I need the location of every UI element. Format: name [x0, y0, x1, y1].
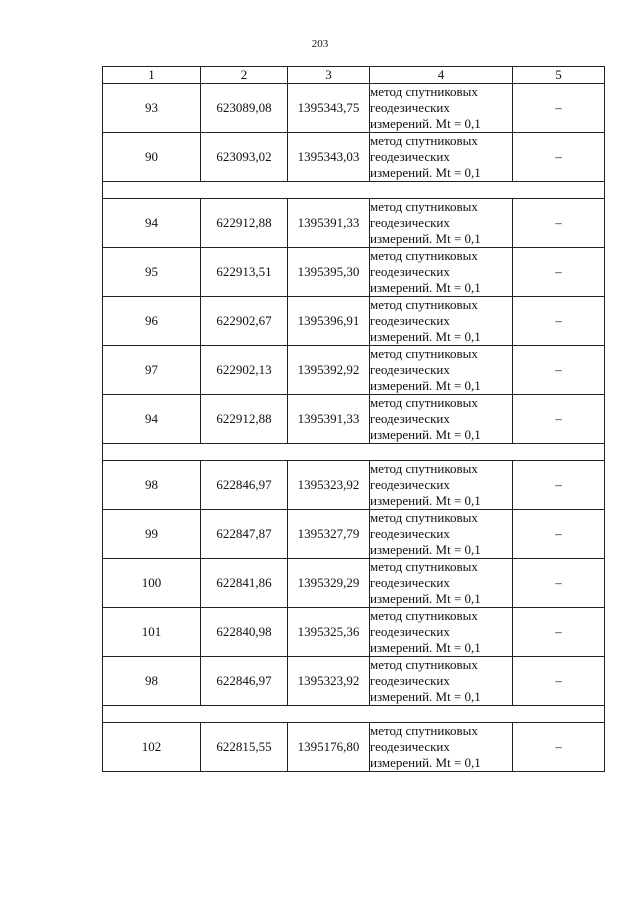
- method-cell: [370, 559, 513, 608]
- method-line: измерений. Mt = 0,1: [370, 116, 481, 131]
- table-row: [103, 657, 605, 706]
- method-line: метод спутниковых: [370, 133, 478, 148]
- header-col-2: 2: [201, 67, 288, 84]
- method-line: геодезических: [370, 215, 450, 230]
- coord-x-cell: 622913,51: [201, 248, 288, 297]
- coord-y-cell: 1395325,36: [288, 608, 370, 657]
- method-line: геодезических: [370, 264, 450, 279]
- method-line: геодезических: [370, 149, 450, 164]
- extra-cell: –: [513, 84, 605, 133]
- method-line: метод спутниковых: [370, 346, 478, 361]
- method-line: геодезических: [370, 313, 450, 328]
- method-line: метод спутниковых: [370, 657, 478, 672]
- method-line: геодезических: [370, 739, 450, 754]
- extra-cell: –: [513, 133, 605, 182]
- header-col-3: 3: [288, 67, 370, 84]
- table-body: [103, 84, 605, 772]
- point-number-cell: 94: [103, 395, 201, 444]
- method-cell: [370, 346, 513, 395]
- method-line: геодезических: [370, 624, 450, 639]
- coord-x-cell: 622847,87: [201, 510, 288, 559]
- coord-x-cell: 622841,86: [201, 559, 288, 608]
- method-line: измерений. Mt = 0,1: [370, 280, 481, 295]
- point-number-cell: 95: [103, 248, 201, 297]
- point-number-cell: 100: [103, 559, 201, 608]
- table-row: [103, 608, 605, 657]
- coord-x-cell: 622912,88: [201, 395, 288, 444]
- method-cell: [370, 510, 513, 559]
- method-line: измерений. Mt = 0,1: [370, 591, 481, 606]
- coord-y-cell: 1395323,92: [288, 657, 370, 706]
- method-line: измерений. Mt = 0,1: [370, 165, 481, 180]
- extra-cell: –: [513, 657, 605, 706]
- extra-cell: –: [513, 559, 605, 608]
- method-line: геодезических: [370, 526, 450, 541]
- coord-y-cell: 1395391,33: [288, 395, 370, 444]
- point-number-cell: 101: [103, 608, 201, 657]
- point-number-cell: 98: [103, 657, 201, 706]
- method-line: метод спутниковых: [370, 395, 478, 410]
- point-number-cell: 96: [103, 297, 201, 346]
- coord-y-cell: 1395343,75: [288, 84, 370, 133]
- method-line: метод спутниковых: [370, 297, 478, 312]
- table-row: [103, 248, 605, 297]
- coord-y-cell: 1395395,30: [288, 248, 370, 297]
- separator-cell: [103, 182, 605, 199]
- group-separator-row: [103, 182, 605, 199]
- coord-y-cell: 1395391,33: [288, 199, 370, 248]
- method-line: геодезических: [370, 673, 450, 688]
- method-line: метод спутниковых: [370, 248, 478, 263]
- extra-cell: –: [513, 461, 605, 510]
- method-cell: [370, 461, 513, 510]
- method-line: метод спутниковых: [370, 461, 478, 476]
- method-line: геодезических: [370, 362, 450, 377]
- method-line: измерений. Mt = 0,1: [370, 378, 481, 393]
- group-separator-row: [103, 706, 605, 723]
- method-line: измерений. Mt = 0,1: [370, 493, 481, 508]
- point-number-cell: 93: [103, 84, 201, 133]
- point-number-cell: 99: [103, 510, 201, 559]
- method-line: измерений. Mt = 0,1: [370, 231, 481, 246]
- coord-x-cell: 622840,98: [201, 608, 288, 657]
- extra-cell: –: [513, 723, 605, 772]
- coord-x-cell: 623089,08: [201, 84, 288, 133]
- coord-y-cell: 1395396,91: [288, 297, 370, 346]
- separator-cell: [103, 444, 605, 461]
- extra-cell: –: [513, 199, 605, 248]
- coord-x-cell: 623093,02: [201, 133, 288, 182]
- table-row: [103, 510, 605, 559]
- extra-cell: –: [513, 608, 605, 657]
- extra-cell: –: [513, 395, 605, 444]
- method-line: метод спутниковых: [370, 559, 478, 574]
- coordinates-table: [102, 66, 605, 772]
- coord-x-cell: 622902,13: [201, 346, 288, 395]
- table-row: [103, 395, 605, 444]
- method-cell: [370, 248, 513, 297]
- table-header-row: [103, 67, 605, 84]
- extra-cell: –: [513, 248, 605, 297]
- coord-y-cell: 1395323,92: [288, 461, 370, 510]
- method-cell: [370, 133, 513, 182]
- method-line: геодезических: [370, 411, 450, 426]
- method-line: измерений. Mt = 0,1: [370, 427, 481, 442]
- table-row: [103, 297, 605, 346]
- header-col-1: 1: [103, 67, 201, 84]
- method-line: измерений. Mt = 0,1: [370, 755, 481, 770]
- method-line: метод спутниковых: [370, 84, 478, 99]
- method-line: измерений. Mt = 0,1: [370, 640, 481, 655]
- method-cell: [370, 608, 513, 657]
- extra-cell: –: [513, 510, 605, 559]
- separator-cell: [103, 706, 605, 723]
- table-row: [103, 199, 605, 248]
- group-separator-row: [103, 444, 605, 461]
- coord-y-cell: 1395392,92: [288, 346, 370, 395]
- coord-y-cell: 1395327,79: [288, 510, 370, 559]
- extra-cell: –: [513, 346, 605, 395]
- table-row: [103, 84, 605, 133]
- method-line: метод спутниковых: [370, 510, 478, 525]
- table-row: [103, 461, 605, 510]
- method-cell: [370, 723, 513, 772]
- coord-x-cell: 622912,88: [201, 199, 288, 248]
- point-number-cell: 102: [103, 723, 201, 772]
- method-line: метод спутниковых: [370, 199, 478, 214]
- coord-y-cell: 1395343,03: [288, 133, 370, 182]
- header-col-4: 4: [370, 67, 513, 84]
- method-line: измерений. Mt = 0,1: [370, 542, 481, 557]
- method-line: измерений. Mt = 0,1: [370, 689, 481, 704]
- point-number-cell: 98: [103, 461, 201, 510]
- coord-x-cell: 622815,55: [201, 723, 288, 772]
- table-row: [103, 723, 605, 772]
- method-line: геодезических: [370, 100, 450, 115]
- method-cell: [370, 199, 513, 248]
- header-col-5: 5: [513, 67, 605, 84]
- coord-x-cell: 622846,97: [201, 461, 288, 510]
- table-row: [103, 559, 605, 608]
- page-number: 203: [311, 38, 329, 50]
- extra-cell: –: [513, 297, 605, 346]
- table-row: [103, 346, 605, 395]
- point-number-cell: 94: [103, 199, 201, 248]
- point-number-cell: 90: [103, 133, 201, 182]
- method-cell: [370, 395, 513, 444]
- coord-y-cell: 1395176,80: [288, 723, 370, 772]
- method-line: измерений. Mt = 0,1: [370, 329, 481, 344]
- method-line: геодезических: [370, 477, 450, 492]
- method-line: геодезических: [370, 575, 450, 590]
- method-line: метод спутниковых: [370, 608, 478, 623]
- point-number-cell: 97: [103, 346, 201, 395]
- method-line: метод спутниковых: [370, 723, 478, 738]
- coord-y-cell: 1395329,29: [288, 559, 370, 608]
- method-cell: [370, 297, 513, 346]
- table-row: [103, 133, 605, 182]
- method-cell: [370, 657, 513, 706]
- coord-x-cell: 622902,67: [201, 297, 288, 346]
- coord-x-cell: 622846,97: [201, 657, 288, 706]
- method-cell: [370, 84, 513, 133]
